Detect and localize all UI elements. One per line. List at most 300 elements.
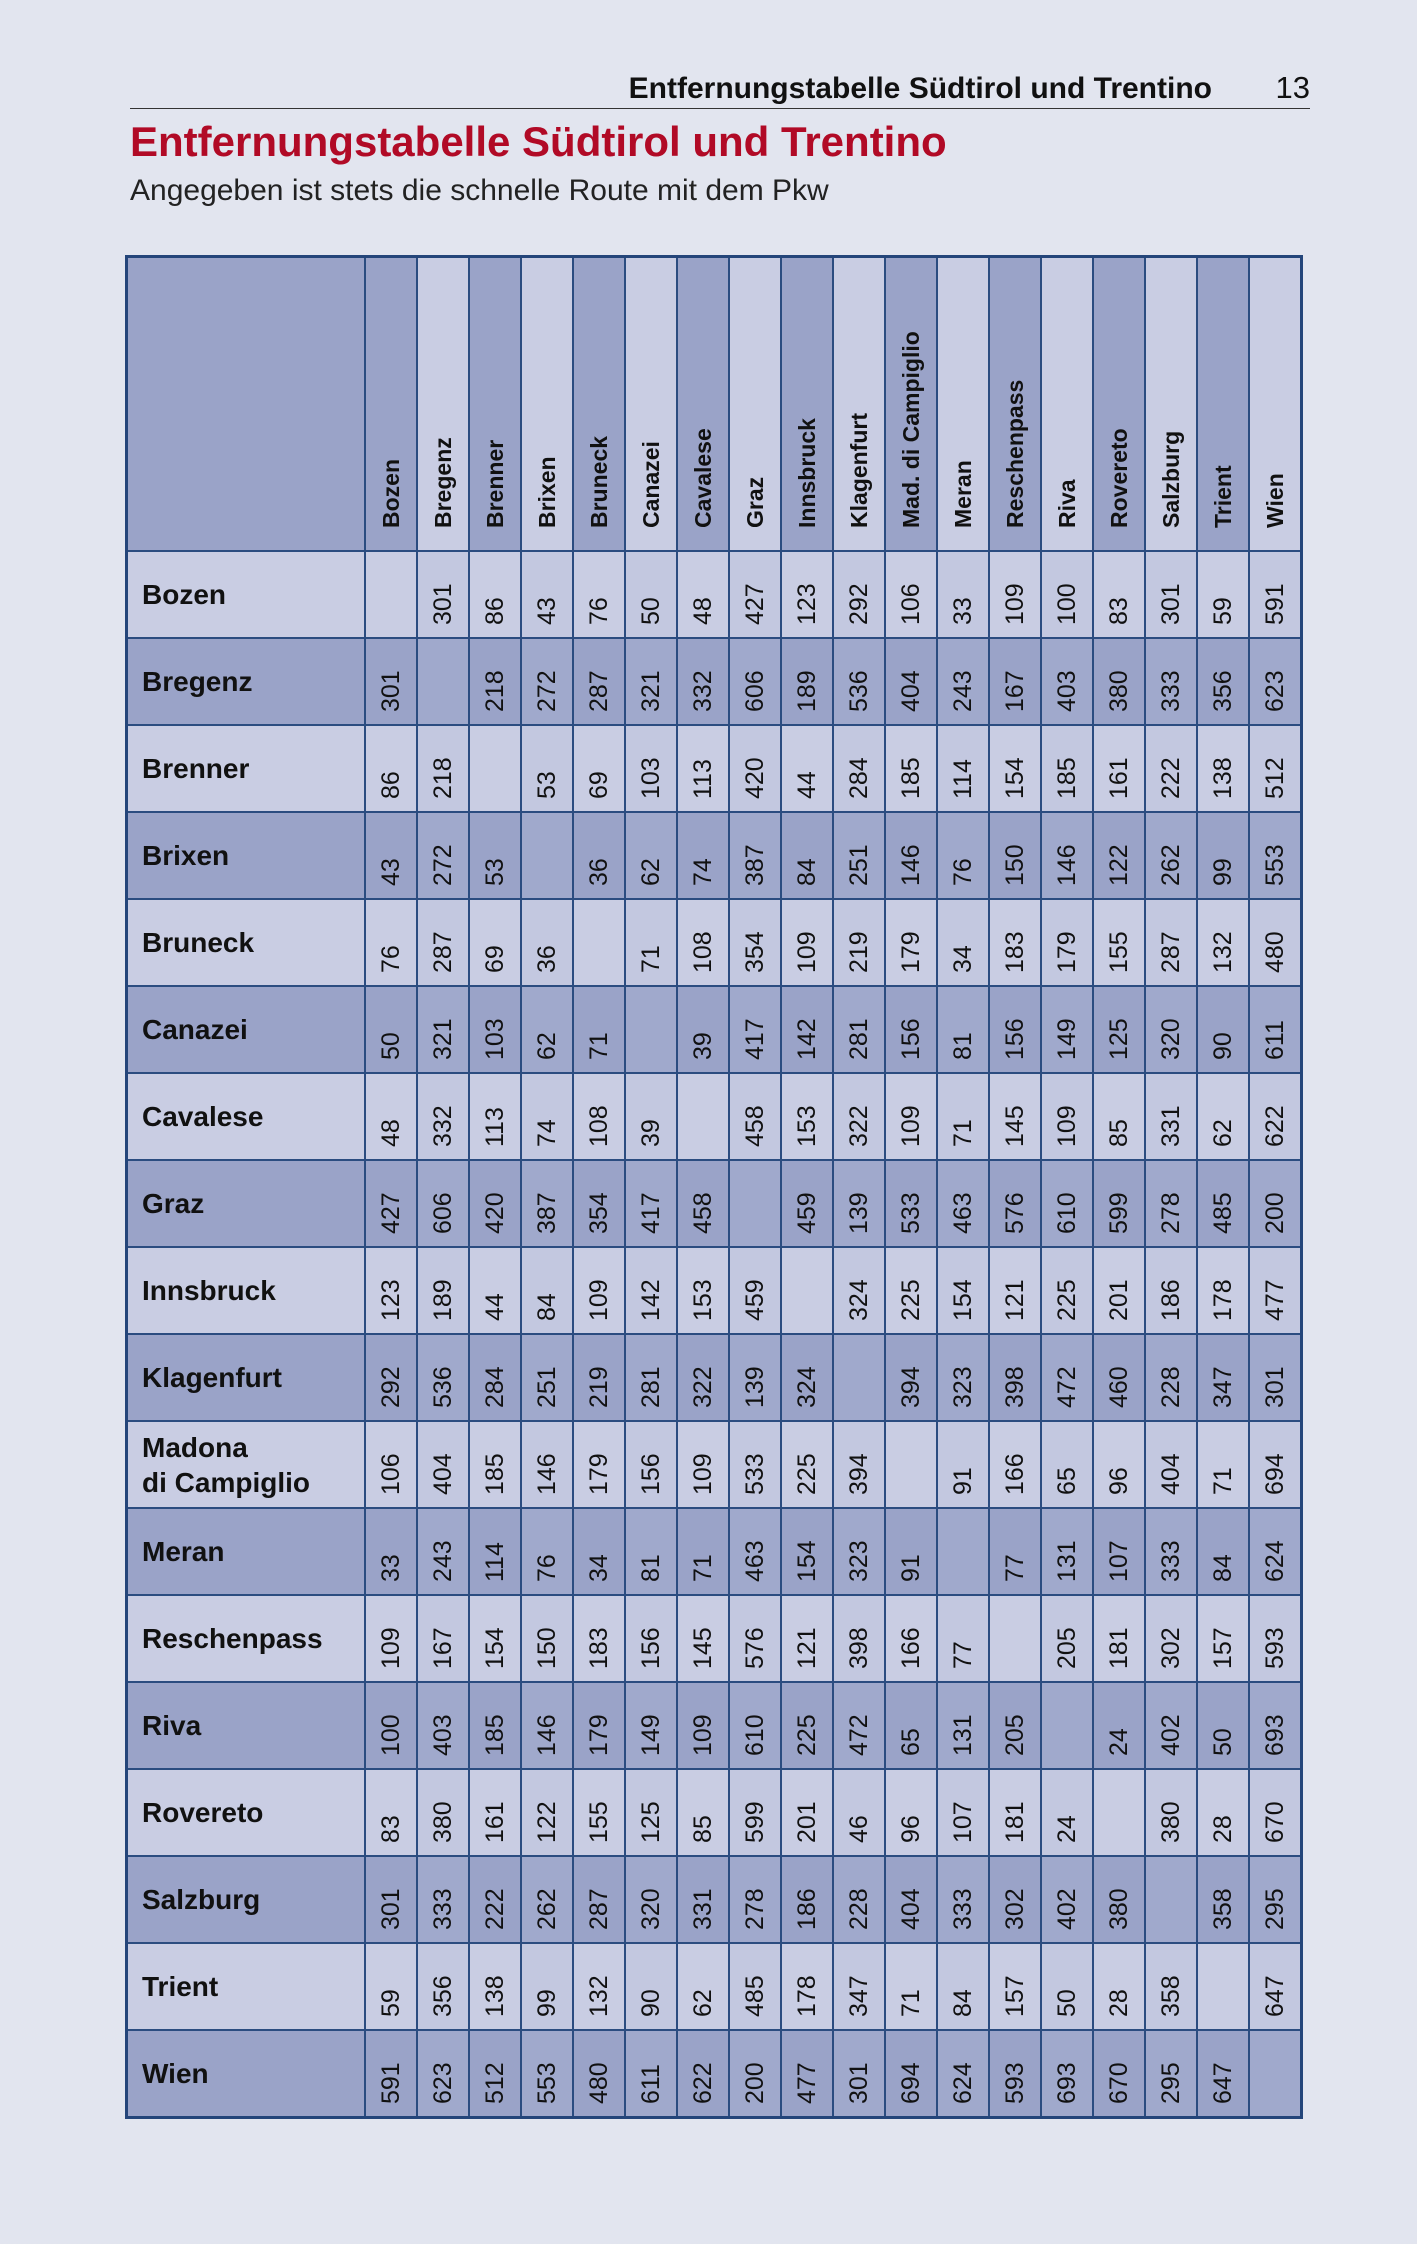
distance-value: 167: [1001, 670, 1029, 712]
distance-cell: [625, 812, 677, 899]
distance-value: 108: [585, 1105, 613, 1147]
table-row: [127, 1247, 1302, 1334]
distance-cell: [677, 1247, 729, 1334]
distance-value: 138: [1209, 757, 1237, 799]
distance-value: 84: [533, 1293, 561, 1321]
distance-cell: [1197, 1421, 1249, 1508]
distance-cell: [1093, 1595, 1145, 1682]
distance-value: 46: [845, 1815, 873, 1843]
distance-cell: [729, 1595, 781, 1682]
distance-cell: [1093, 725, 1145, 812]
column-header-brenner: [469, 257, 521, 552]
distance-cell: [365, 1595, 417, 1682]
distance-value: 109: [1001, 583, 1029, 625]
distance-cell: [417, 1595, 469, 1682]
distance-value: 161: [1105, 757, 1133, 799]
distance-value: 139: [741, 1366, 769, 1408]
distance-cell: [417, 725, 469, 812]
distance-value: 459: [741, 1279, 769, 1321]
distance-value: 81: [637, 1554, 665, 1582]
distance-cell: [937, 1769, 989, 1856]
distance-value: 593: [1001, 2062, 1029, 2104]
distance-cell: [1197, 1334, 1249, 1421]
distance-cell: [625, 1073, 677, 1160]
distance-cell: [937, 638, 989, 725]
distance-cell: [989, 638, 1041, 725]
distance-cell: [521, 1334, 573, 1421]
column-header-reschenpass: [989, 257, 1041, 552]
distance-value: 332: [689, 670, 717, 712]
distance-cell: [885, 551, 937, 638]
distance-value: 62: [637, 858, 665, 886]
distance-value: 533: [897, 1192, 925, 1234]
distance-value: 59: [1209, 597, 1237, 625]
distance-value: 333: [1157, 670, 1185, 712]
distance-value: 185: [481, 1714, 509, 1756]
distance-cell: [937, 1682, 989, 1769]
distance-cell: [365, 551, 417, 638]
table-row: [127, 1595, 1302, 1682]
distance-value: 576: [1001, 1192, 1029, 1234]
distance-cell: [677, 638, 729, 725]
distance-cell: [365, 1769, 417, 1856]
table-row: [127, 1073, 1302, 1160]
distance-value: 179: [585, 1453, 613, 1495]
distance-cell: [1041, 1769, 1093, 1856]
distance-value: 610: [1053, 1192, 1081, 1234]
distance-cell: [833, 986, 885, 1073]
row-header-label: Trient: [142, 1971, 219, 2002]
row-header-label: Brenner: [142, 753, 250, 784]
distance-cell: [469, 1943, 521, 2030]
row-header-brixen: [127, 812, 366, 899]
distance-value: 39: [637, 1119, 665, 1147]
distance-value: 398: [1001, 1366, 1029, 1408]
distance-value: 284: [481, 1366, 509, 1408]
distance-value: 222: [1157, 757, 1185, 799]
table-row: [127, 1682, 1302, 1769]
distance-value: 85: [689, 1815, 717, 1843]
distance-cell: [1145, 551, 1197, 638]
distance-cell: [1249, 1595, 1302, 1682]
distance-cell: [573, 1769, 625, 1856]
distance-value: 76: [377, 945, 405, 973]
distance-value: 463: [741, 1540, 769, 1582]
distance-value: 76: [949, 858, 977, 886]
distance-cell: [677, 1943, 729, 2030]
distance-value: 77: [949, 1641, 977, 1669]
distance-value: 427: [377, 1192, 405, 1234]
distance-cell: [677, 1421, 729, 1508]
distance-value: 106: [377, 1453, 405, 1495]
distance-cell: [729, 812, 781, 899]
distance-value: 222: [481, 1888, 509, 1930]
distance-value: 576: [741, 1627, 769, 1669]
row-header-label: Brixen: [142, 840, 230, 871]
distance-cell: [417, 1247, 469, 1334]
column-header-innsbruck: [781, 257, 833, 552]
column-header-label: Riva: [1054, 479, 1080, 528]
distance-value: 109: [689, 1453, 717, 1495]
row-header-label: Innsbruck: [142, 1275, 276, 1306]
distance-value: 611: [637, 2064, 665, 2104]
distance-cell: [781, 986, 833, 1073]
column-header-label: Klagenfurt: [846, 413, 872, 528]
row-header-label: Meran: [142, 1536, 225, 1567]
distance-value: 50: [1053, 1989, 1081, 2017]
table-row: [127, 1769, 1302, 1856]
table-row: [127, 1160, 1302, 1247]
distance-value: 693: [1261, 1714, 1289, 1756]
distance-cell: [833, 725, 885, 812]
column-header-mad-di-campiglio: [885, 257, 937, 552]
distance-value: 150: [533, 1627, 561, 1669]
distance-cell: [365, 2030, 417, 2118]
distance-value: 477: [1261, 1279, 1289, 1321]
distance-cell: [833, 1247, 885, 1334]
distance-value: 91: [949, 1467, 977, 1495]
distance-cell: [1041, 1247, 1093, 1334]
distance-value: 404: [1157, 1453, 1185, 1495]
distance-value: 185: [481, 1453, 509, 1495]
distance-cell: [1145, 1421, 1197, 1508]
distance-value: 155: [585, 1801, 613, 1843]
distance-cell: [469, 1421, 521, 1508]
distance-cell: [1145, 1160, 1197, 1247]
distance-value: 323: [845, 1540, 873, 1582]
distance-cell: [573, 1508, 625, 1595]
distance-cell: [885, 1508, 937, 1595]
distance-cell: [989, 1595, 1041, 1682]
distance-cell: [781, 1073, 833, 1160]
distance-value: 693: [1053, 2062, 1081, 2104]
distance-value: 599: [1105, 1192, 1133, 1234]
row-header-label-line1: Madona: [142, 1431, 248, 1463]
distance-cell: [1249, 812, 1302, 899]
distance-cell: [1145, 986, 1197, 1073]
distance-cell: [469, 1595, 521, 1682]
distance-value: 228: [1157, 1366, 1185, 1408]
distance-value: 122: [533, 1801, 561, 1843]
distance-cell: [573, 1856, 625, 1943]
distance-cell: [937, 1508, 989, 1595]
row-header-label: Bozen: [142, 579, 226, 610]
distance-value: 272: [533, 670, 561, 712]
distance-cell: [677, 1334, 729, 1421]
distance-value: 623: [1261, 670, 1289, 712]
distance-value: 153: [689, 1279, 717, 1321]
distance-value: 624: [1261, 1540, 1289, 1582]
distance-value: 591: [1261, 583, 1289, 625]
distance-cell: [521, 1682, 573, 1769]
row-header-label: Cavalese: [142, 1101, 264, 1132]
distance-cell: [521, 986, 573, 1073]
distance-value: 74: [533, 1119, 561, 1147]
column-header-rovereto: [1093, 257, 1145, 552]
distance-value: 324: [845, 1279, 873, 1321]
distance-cell: [1093, 899, 1145, 986]
distance-value: 178: [793, 1975, 821, 2017]
distance-cell: [833, 1334, 885, 1421]
distance-value: 333: [429, 1888, 457, 1930]
distance-cell: [989, 1682, 1041, 1769]
distance-cell: [417, 1943, 469, 2030]
distance-cell: [1145, 1682, 1197, 1769]
row-header-cavalese: [127, 1073, 366, 1160]
distance-cell: [1197, 1247, 1249, 1334]
distance-value: 114: [949, 759, 977, 799]
distance-value: 146: [1053, 844, 1081, 886]
distance-value: 302: [1001, 1888, 1029, 1930]
distance-value: 53: [533, 771, 561, 799]
table-row: [127, 812, 1302, 899]
distance-cell: [989, 1508, 1041, 1595]
distance-cell: [521, 812, 573, 899]
distance-value: 86: [481, 597, 509, 625]
distance-cell: [469, 551, 521, 638]
distance-cell: [937, 1856, 989, 1943]
distance-cell: [781, 1508, 833, 1595]
distance-cell: [1249, 1856, 1302, 1943]
distance-value: 225: [1053, 1279, 1081, 1321]
distance-cell: [989, 1247, 1041, 1334]
distance-cell: [937, 899, 989, 986]
distance-value: 81: [949, 1032, 977, 1060]
distance-cell: [781, 1943, 833, 2030]
table-row: [127, 1508, 1302, 1595]
distance-value: 292: [845, 583, 873, 625]
distance-cell: [1249, 1682, 1302, 1769]
distance-value: 219: [585, 1366, 613, 1408]
distance-value: 109: [1053, 1105, 1081, 1147]
distance-value: 161: [481, 1801, 509, 1843]
distance-cell: [469, 899, 521, 986]
distance-value: 380: [1105, 1888, 1133, 1930]
column-header-label: Rovereto: [1106, 428, 1132, 528]
distance-value: 157: [1001, 1975, 1029, 2017]
distance-cell: [937, 1247, 989, 1334]
row-header-riva: [127, 1682, 366, 1769]
column-header-label: Reschenpass: [1002, 379, 1028, 528]
distance-value: 48: [689, 597, 717, 625]
distance-cell: [729, 899, 781, 986]
distance-value: 599: [741, 1801, 769, 1843]
distance-value: 186: [793, 1888, 821, 1930]
distance-value: 251: [845, 844, 873, 886]
distance-value: 43: [377, 858, 405, 886]
distance-value: 272: [429, 844, 457, 886]
distance-cell: [1249, 638, 1302, 725]
distance-value: 59: [377, 1989, 405, 2017]
distance-cell: [1093, 1508, 1145, 1595]
distance-value: 485: [1209, 1192, 1237, 1234]
row-header-klagenfurt: [127, 1334, 366, 1421]
distance-cell: [1093, 1334, 1145, 1421]
distance-value: 593: [1261, 1627, 1289, 1669]
distance-cell: [937, 1073, 989, 1160]
distance-cell: [625, 1595, 677, 1682]
column-header-label: Innsbruck: [794, 418, 820, 528]
distance-cell: [677, 986, 729, 1073]
distance-value: 403: [429, 1714, 457, 1756]
distance-cell: [417, 812, 469, 899]
distance-value: 150: [1001, 844, 1029, 886]
distance-cell: [885, 986, 937, 1073]
distance-value: 354: [741, 931, 769, 973]
distance-value: 62: [689, 1989, 717, 2017]
distance-value: 100: [377, 1714, 405, 1756]
column-header-bruneck: [573, 257, 625, 552]
distance-value: 323: [949, 1366, 977, 1408]
distance-value: 178: [1209, 1279, 1237, 1321]
distance-cell: [1041, 1856, 1093, 1943]
distance-cell: [625, 1160, 677, 1247]
row-header-reschenpass: [127, 1595, 366, 1682]
distance-cell: [417, 2030, 469, 2118]
distance-value: 153: [793, 1105, 821, 1147]
distance-cell: [469, 725, 521, 812]
distance-value: 36: [585, 858, 613, 886]
distance-cell: [469, 1856, 521, 1943]
distance-cell: [417, 1769, 469, 1856]
distance-cell: [469, 1247, 521, 1334]
distance-value: 34: [585, 1554, 613, 1582]
distance-value: 278: [1157, 1192, 1185, 1234]
distance-cell: [1197, 1769, 1249, 1856]
distance-cell: [833, 2030, 885, 2118]
distance-cell: [1041, 1595, 1093, 1682]
distance-value: 85: [1105, 1119, 1133, 1147]
distance-value: 243: [429, 1540, 457, 1582]
distance-cell: [1197, 1160, 1249, 1247]
distance-cell: [521, 2030, 573, 2118]
distance-value: 324: [793, 1366, 821, 1408]
distance-value: 108: [689, 931, 717, 973]
distance-value: 36: [533, 945, 561, 973]
distance-cell: [625, 1682, 677, 1769]
distance-value: 107: [1105, 1540, 1133, 1582]
distance-cell: [625, 638, 677, 725]
distance-value: 301: [377, 670, 405, 712]
distance-cell: [885, 899, 937, 986]
distance-cell: [1041, 812, 1093, 899]
distance-cell: [1093, 1421, 1145, 1508]
distance-value: 156: [637, 1453, 665, 1495]
column-header-brixen: [521, 257, 573, 552]
distance-value: 536: [429, 1366, 457, 1408]
distance-value: 287: [585, 1888, 613, 1930]
distance-cell: [781, 1682, 833, 1769]
distance-value: 262: [533, 1888, 561, 1930]
distance-cell: [1197, 1508, 1249, 1595]
distance-value: 139: [845, 1192, 873, 1234]
distance-cell: [781, 2030, 833, 2118]
distance-value: 670: [1105, 2062, 1133, 2104]
distance-table: [125, 255, 1303, 2119]
distance-cell: [417, 1160, 469, 1247]
distance-value: 84: [1209, 1554, 1237, 1582]
distance-value: 284: [845, 757, 873, 799]
distance-cell: [833, 551, 885, 638]
distance-value: 62: [533, 1032, 561, 1060]
distance-value: 50: [637, 597, 665, 625]
distance-value: 295: [1157, 2062, 1185, 2104]
distance-cell: [1249, 551, 1302, 638]
distance-value: 380: [429, 1801, 457, 1843]
distance-cell: [1093, 1682, 1145, 1769]
distance-cell: [781, 1160, 833, 1247]
row-header-innsbruck: [127, 1247, 366, 1334]
distance-value: 420: [481, 1192, 509, 1234]
distance-cell: [573, 1247, 625, 1334]
distance-cell: [573, 1595, 625, 1682]
distance-cell: [521, 725, 573, 812]
distance-cell: [677, 1595, 729, 1682]
distance-cell: [469, 638, 521, 725]
distance-cell: [365, 638, 417, 725]
distance-value: 183: [585, 1627, 613, 1669]
distance-value: 347: [845, 1975, 873, 2017]
distance-value: 356: [429, 1975, 457, 2017]
distance-value: 154: [949, 1279, 977, 1321]
column-header-label: Bruneck: [586, 435, 612, 528]
distance-value: 205: [1053, 1627, 1081, 1669]
running-head-title: Entfernungstabelle Südtirol und Trentino: [628, 72, 1212, 105]
distance-cell: [1093, 551, 1145, 638]
distance-cell: [937, 1421, 989, 1508]
column-header-trient: [1197, 257, 1249, 552]
distance-cell: [521, 1160, 573, 1247]
page-title: Entfernungstabelle Südtirol und Trentino: [130, 118, 947, 165]
distance-value: 553: [1261, 844, 1289, 886]
distance-value: 33: [377, 1554, 405, 1582]
distance-cell: [729, 551, 781, 638]
distance-cell: [1197, 638, 1249, 725]
distance-value: 28: [1209, 1815, 1237, 1843]
distance-value: 43: [533, 597, 561, 625]
distance-value: 107: [949, 1801, 977, 1843]
distance-value: 302: [1157, 1627, 1185, 1669]
distance-value: 398: [845, 1627, 873, 1669]
distance-value: 146: [533, 1453, 561, 1495]
distance-value: 358: [1157, 1975, 1185, 2017]
distance-value: 606: [429, 1192, 457, 1234]
distance-cell: [937, 1943, 989, 2030]
row-header-label: Wien: [142, 2058, 209, 2089]
distance-value: 44: [481, 1293, 509, 1321]
table-row: [127, 638, 1302, 725]
distance-cell: [365, 1856, 417, 1943]
page-subtitle: Angegeben ist stets die schnelle Route mit dem Pkw: [130, 174, 829, 207]
distance-value: 125: [637, 1801, 665, 1843]
distance-value: 243: [949, 670, 977, 712]
distance-cell: [573, 725, 625, 812]
distance-value: 154: [481, 1627, 509, 1669]
distance-value: 121: [1001, 1279, 1029, 1321]
distance-cell: [833, 1508, 885, 1595]
page-number: 13: [1275, 70, 1310, 105]
distance-cell: [1197, 1595, 1249, 1682]
distance-value: 34: [949, 945, 977, 973]
distance-cell: [625, 551, 677, 638]
row-header-wien: [127, 2030, 366, 2118]
distance-cell: [833, 1682, 885, 1769]
distance-cell: [469, 1682, 521, 1769]
distance-cell: [1145, 1334, 1197, 1421]
distance-value: 387: [533, 1192, 561, 1234]
distance-value: 512: [481, 2062, 509, 2104]
distance-value: 125: [1105, 1018, 1133, 1060]
